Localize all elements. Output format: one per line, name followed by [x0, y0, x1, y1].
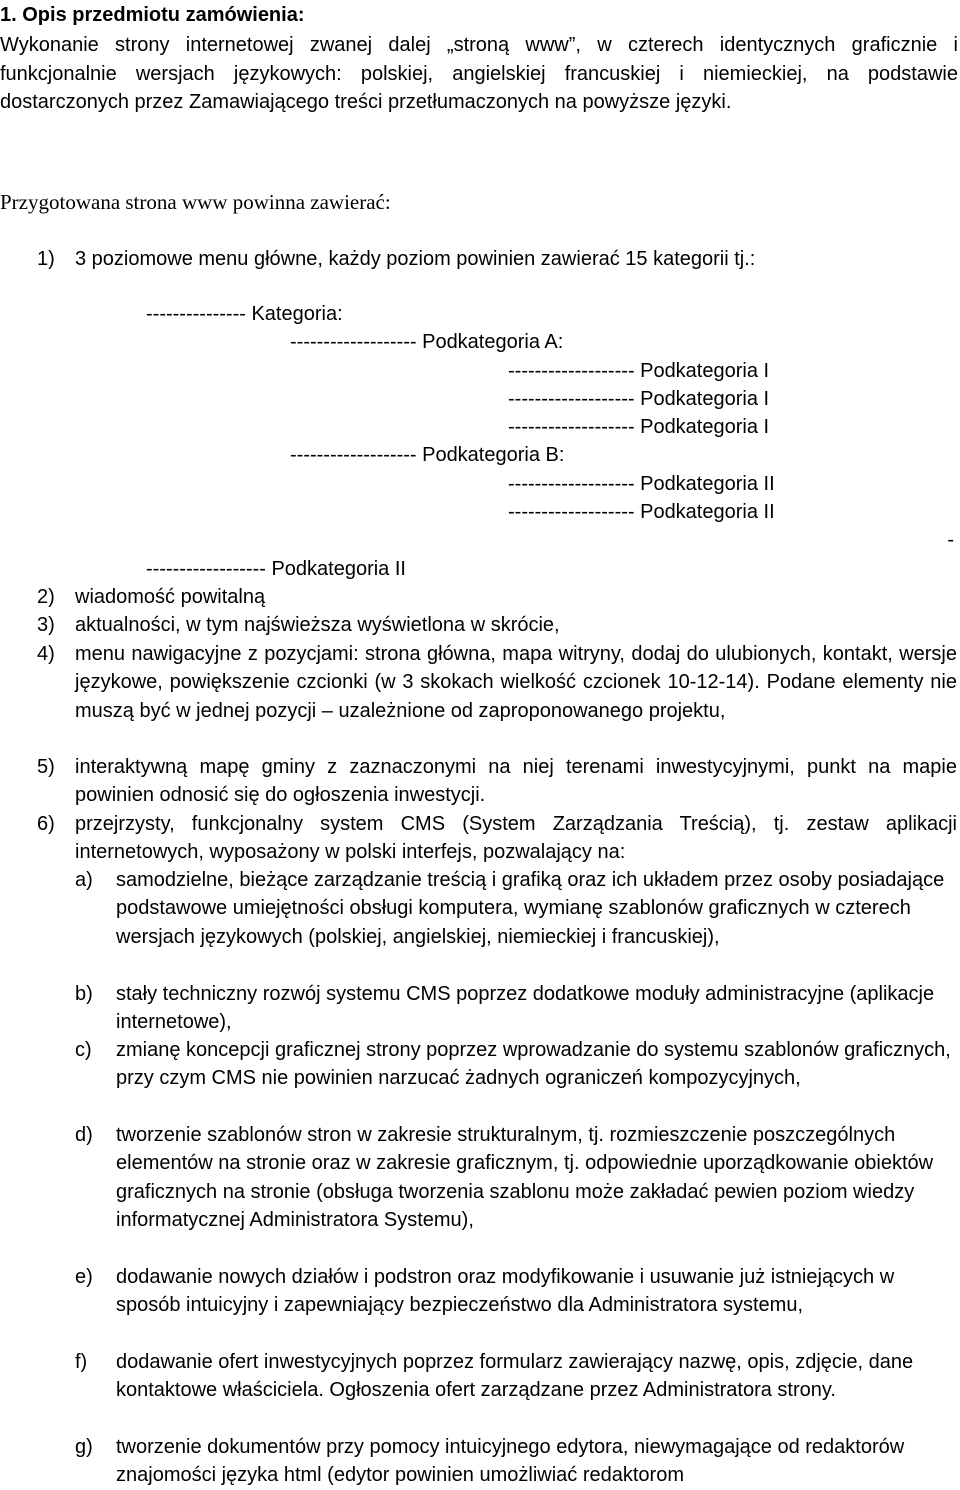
item-1-text: 3 poziomowe menu główne, każdy poziom powinien zawierać 15 kategorii tj.: [75, 248, 756, 270]
tree-subcategory-b-item-last: ------------------ Podkategoria II [146, 558, 406, 580]
subitem-c-letter: c) [75, 1039, 92, 1061]
tree-wrap-dash: - [947, 529, 954, 551]
item-2-number: 2) [37, 586, 55, 608]
subitem-c-text: zmianę koncepcji graficznej strony poprzez wprowadzanie do systemu szablonów graficznych, przy czym CMS nie powinien narzucać żadnych ograniczeń kompozycyjnych, [116, 1039, 951, 1090]
tree-subcategory-a-item: ------------------- Podkategoria I [508, 360, 770, 382]
subitem-e-text: dodawanie nowych działów i podstron oraz modyfikowanie i usuwanie już istniejących w sposób intuicyjny i zapewniający bezpieczeństwo dla Administratora systemu, [116, 1266, 895, 1317]
intro-paragraph: Wykonanie strony internetowej zwanej dalej „stroną www”, w czterech identycznych graficznie i funkcjonalnie wersjach językowych: polskiej, angielskiej francuskiej i niemieckiej, na podstawie dostarczonych przez Zamawiającego treści przetłumaczonych na powyższe języki. [0, 34, 958, 113]
tree-subcategory-b-item: ------------------- Podkategoria II [508, 501, 775, 523]
subitem-g-text: tworzenie dokumentów przy pomocy intuicyjnego edytora, niewymagające od redaktorów znajomości języka html (edytor powinien umożliwiać redaktorom [116, 1436, 905, 1487]
tree-subcategory-a-item: ------------------- Podkategoria I [508, 416, 770, 438]
subitem-f-letter: f) [75, 1351, 88, 1373]
tree-subcategory-b: ------------------- Podkategoria B: [290, 444, 565, 466]
subitem-d-text: tworzenie szablonów stron w zakresie strukturalnym, tj. rozmieszczenie poszczególnych elementów na stronie oraz w zakresie graficznym, tj. odpowiednie uporządkowanie obiektów graficznych na stronie (obsługa tworzenia szablonu może zakładać pewien poziom wiedzy informatycznej Administratora Systemu), [116, 1124, 934, 1232]
subitem-a-text: samodzielne, bieżące zarządzanie treścią i grafiką oraz ich układem przez osoby posiadające podstawowe umiejętności obsługi komputera, wymianę szablonów graficznych w czterech wersjach językowych (polskiej, angielskiej, niemieckiej i francuskiej), [116, 869, 945, 948]
tree-subcategory-b-item: ------------------- Podkategoria II [508, 473, 775, 495]
item-3-number: 3) [37, 614, 55, 636]
subitem-d-letter: d) [75, 1124, 93, 1146]
tree-subcategory-a-item: ------------------- Podkategoria I [508, 388, 770, 410]
subitem-e-letter: e) [75, 1266, 93, 1288]
item-5-number: 5) [37, 756, 55, 778]
item-5-text: interaktywną mapę gminy z zaznaczonymi na niej terenami inwestycyjnymi, punkt na mapie powinien odnosić się do ogłoszenia inwestycji. [75, 756, 957, 807]
lead-sentence: Przygotowana strona www powinna zawierać: [0, 190, 391, 214]
item-6-number: 6) [37, 813, 55, 835]
item-3-text: aktualności, w tym najświeższa wyświetlona w skrócie, [75, 614, 560, 636]
item-2-text: wiadomość powitalną [75, 586, 266, 608]
item-1-number: 1) [37, 248, 55, 270]
item-4-number: 4) [37, 643, 55, 665]
subitem-a-letter: a) [75, 869, 93, 891]
subitem-b-text: stały techniczny rozwój systemu CMS poprzez dodatkowe moduły administracyjne (aplikacje internetowe), [116, 983, 935, 1034]
subitem-b-letter: b) [75, 983, 93, 1005]
subitem-g-letter: g) [75, 1436, 93, 1458]
section-heading: 1. Opis przedmiotu zamówienia: [0, 4, 305, 26]
tree-subcategory-a: ------------------- Podkategoria A: [290, 331, 564, 353]
item-6-text: przejrzysty, funkcjonalny system CMS (System Zarządzania Treścią), tj. zestaw aplikacji internetowych, wyposażony w polski interfejs, pozwalający na: [75, 813, 957, 864]
tree-category: --------------- Kategoria: [146, 303, 343, 325]
item-4-text: menu nawigacyjne z pozycjami: strona główna, mapa witryny, dodaj do ulubionych, kontakt, wersje językowe, powiększenie czcionki (w 3 skokach wielkość czcionek 10-12-14). Podane elementy nie muszą być w jednej pozycji – uzależnione od zaproponowanego projektu, [75, 643, 957, 722]
subitem-f-text: dodawanie ofert inwestycyjnych poprzez formularz zawierający nazwę, opis, zdjęcie, dane kontaktowe właściciela. Ogłoszenia ofert zarządzane przez Administratora strony. [116, 1351, 914, 1402]
